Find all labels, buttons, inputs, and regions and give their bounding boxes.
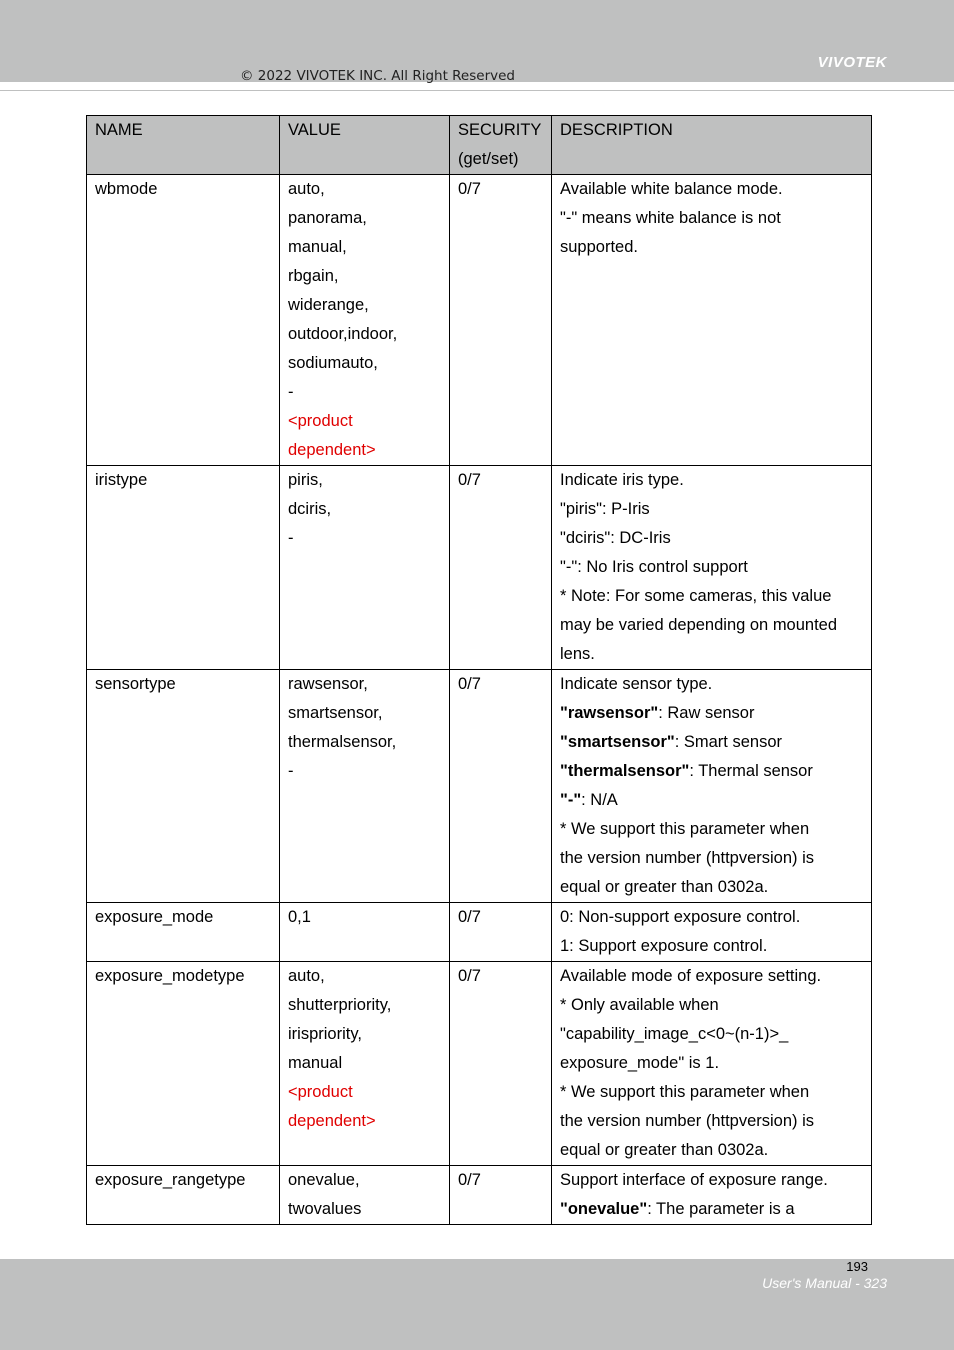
param-value-cell	[280, 962, 450, 1166]
param-description-cell	[552, 175, 872, 466]
description-text: : Smart sensor	[674, 733, 782, 751]
value-line: rawsensor,	[288, 675, 368, 693]
description-line: exposure_mode" is 1.	[560, 1054, 720, 1072]
manual-page-label: User's Manual - 323	[762, 1275, 887, 1291]
description-line	[560, 815, 863, 844]
description-text: * We support this parameter when	[560, 820, 810, 838]
column-header-description: DESCRIPTION	[552, 116, 872, 175]
parameter-table	[86, 115, 872, 1225]
table-row	[87, 175, 872, 466]
description-line	[560, 844, 863, 873]
description-text: Support interface of exposure range.	[560, 1171, 828, 1189]
value-line: outdoor,indoor,	[288, 325, 398, 343]
param-description-cell	[552, 466, 872, 670]
description-line	[560, 728, 863, 757]
column-header-name: NAME	[87, 116, 280, 175]
description-keyword: "-"	[560, 791, 582, 809]
value-line: -	[288, 529, 294, 547]
description-line	[560, 1195, 863, 1224]
brand-logo-text: VIVOTEK	[817, 54, 887, 71]
param-security-cell: 0/7	[450, 670, 552, 903]
description-line: * Note: For some cameras, this value	[560, 587, 832, 605]
value-line: -	[288, 762, 294, 780]
value-note-red: <product	[288, 1083, 353, 1101]
description-text: equal or greater than 0302a.	[560, 878, 769, 896]
description-keyword: "onevalue"	[560, 1200, 648, 1218]
value-note-red: dependent>	[288, 1112, 376, 1130]
value-line: manual	[288, 1054, 343, 1072]
description-line	[560, 873, 863, 902]
description-line	[560, 757, 863, 786]
description-line: Indicate iris type.	[560, 471, 684, 489]
param-name-cell: exposure_rangetype	[87, 1166, 280, 1225]
page-footer-band	[0, 1259, 954, 1350]
value-note-red: dependent>	[288, 441, 376, 459]
header-divider	[0, 90, 954, 91]
description-line: 0: Non-support exposure control.	[560, 908, 801, 926]
value-line: rbgain,	[288, 267, 339, 285]
table-row	[87, 466, 872, 670]
description-text: : The parameter is a	[647, 1200, 795, 1218]
value-line: 0,1	[288, 908, 311, 926]
description-text: : Thermal sensor	[689, 762, 813, 780]
description-text: : Raw sensor	[658, 704, 755, 722]
param-security-cell: 0/7	[450, 1166, 552, 1225]
column-header-value: VALUE	[280, 116, 450, 175]
value-line: widerange,	[288, 296, 369, 314]
param-name-cell: exposure_mode	[87, 903, 280, 962]
description-text: the version number (httpversion) is	[560, 849, 815, 867]
description-line: "dciris": DC-Iris	[560, 529, 671, 547]
param-value-cell	[280, 1166, 450, 1225]
description-line: * Only available when	[560, 996, 719, 1014]
value-note-red: <product	[288, 412, 353, 430]
description-line: Available mode of exposure setting.	[560, 967, 822, 985]
value-line: auto,	[288, 180, 325, 198]
param-name-cell: exposure_modetype	[87, 962, 280, 1166]
description-line: Available white balance mode.	[560, 180, 783, 198]
param-value-cell	[280, 466, 450, 670]
description-line: lens.	[560, 645, 595, 663]
value-line: piris,	[288, 471, 323, 489]
description-line: may be varied depending on mounted	[560, 616, 838, 634]
value-line: auto,	[288, 967, 325, 985]
table-row	[87, 962, 872, 1166]
table-row	[87, 1166, 872, 1225]
value-line: -	[288, 383, 294, 401]
param-security-cell: 0/7	[450, 175, 552, 466]
description-line: supported.	[560, 238, 638, 256]
description-keyword: "thermalsensor"	[560, 762, 690, 780]
value-line: shutterpriority,	[288, 996, 392, 1014]
value-line: onevalue,	[288, 1171, 360, 1189]
description-line	[560, 786, 863, 815]
description-line	[560, 699, 863, 728]
value-line: dciris,	[288, 500, 332, 518]
description-line: "piris": P-Iris	[560, 500, 650, 518]
description-line: "-": No Iris control support	[560, 558, 748, 576]
table-row	[87, 903, 872, 962]
param-description-cell	[552, 903, 872, 962]
param-description-cell	[552, 670, 872, 903]
description-line: 1: Support exposure control.	[560, 937, 768, 955]
param-security-cell: 0/7	[450, 962, 552, 1166]
value-line: manual,	[288, 238, 347, 256]
column-header-security: SECURITY (get/set)	[450, 116, 552, 175]
value-line: twovalues	[288, 1200, 362, 1218]
description-text: : N/A	[581, 791, 618, 809]
page-number: 193	[846, 1259, 868, 1274]
param-description-cell	[552, 962, 872, 1166]
value-line: smartsensor,	[288, 704, 383, 722]
value-line: thermalsensor,	[288, 733, 397, 751]
param-name-cell: iristype	[87, 466, 280, 670]
copyright-text: © 2022 VIVOTEK INC. All Right Reserved	[240, 68, 515, 84]
param-value-cell	[280, 175, 450, 466]
description-text: Indicate sensor type.	[560, 675, 713, 693]
value-line: panorama,	[288, 209, 367, 227]
value-line: sodiumauto,	[288, 354, 378, 372]
param-value-cell	[280, 903, 450, 962]
param-value-cell	[280, 670, 450, 903]
description-line: * We support this parameter when	[560, 1083, 810, 1101]
description-line: equal or greater than 0302a.	[560, 1141, 769, 1159]
param-security-cell: 0/7	[450, 903, 552, 962]
param-security-cell: 0/7	[450, 466, 552, 670]
param-description-cell	[552, 1166, 872, 1225]
param-name-cell: sensortype	[87, 670, 280, 903]
table-header-row	[87, 116, 872, 175]
description-line	[560, 670, 863, 699]
description-line: "-" means white balance is not	[560, 209, 781, 227]
description-line	[560, 1166, 863, 1195]
description-line: the version number (httpversion) is	[560, 1112, 815, 1130]
description-keyword: "rawsensor"	[560, 704, 659, 722]
value-line: irispriority,	[288, 1025, 362, 1043]
description-line: "capability_image_c<0~(n-1)>_	[560, 1025, 789, 1043]
description-keyword: "smartsensor"	[560, 733, 675, 751]
param-name-cell: wbmode	[87, 175, 280, 466]
table-row	[87, 670, 872, 903]
